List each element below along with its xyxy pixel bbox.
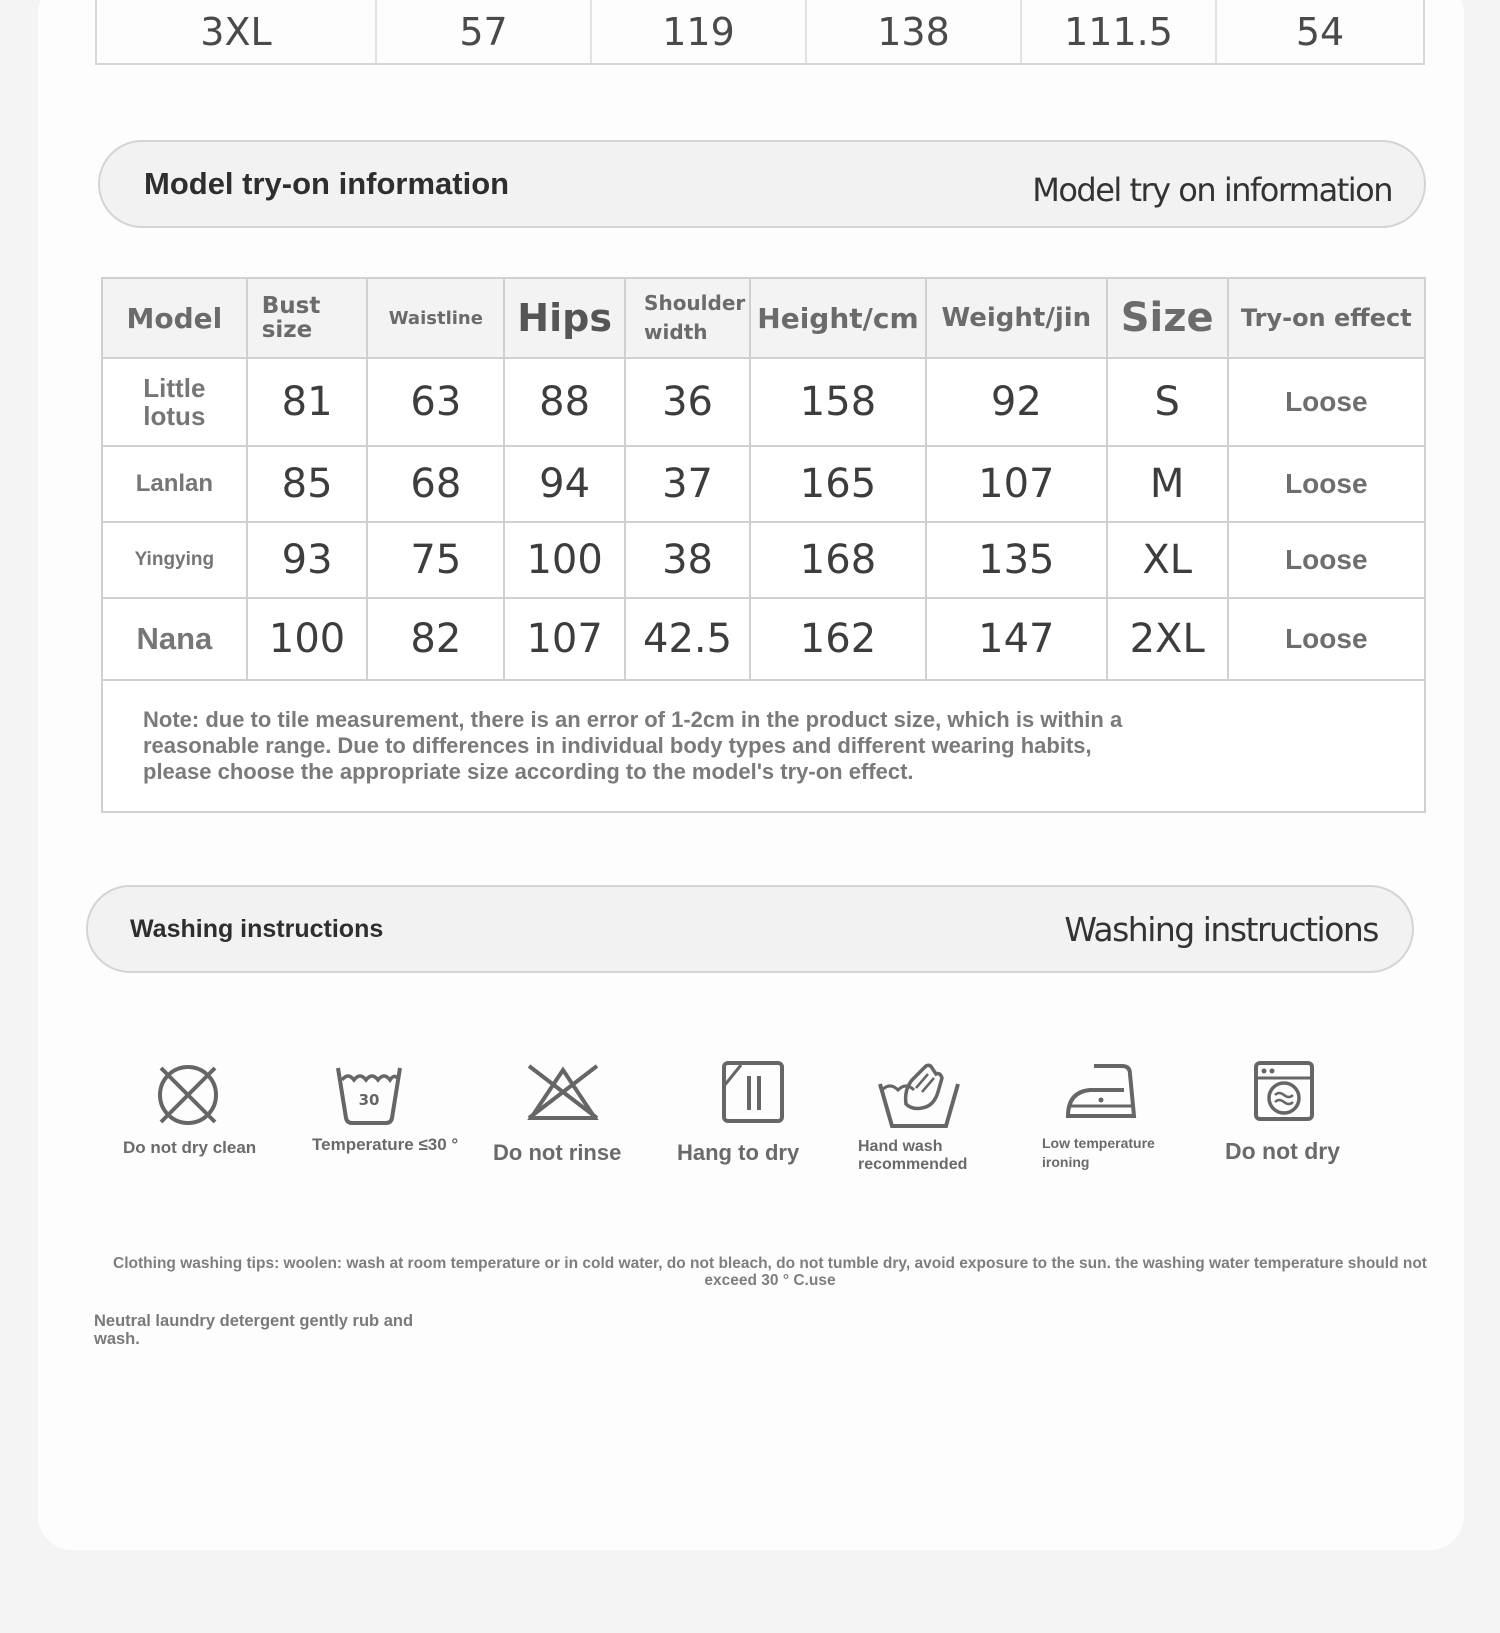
low-iron-icon [1064, 1060, 1140, 1122]
washing-tips-detergent: Neutral laundry detergent gently rub and wash. [94, 1312, 414, 1348]
table-cell: 37 [625, 446, 750, 522]
table-cell: 162 [750, 598, 926, 680]
care-label: Do not rinse [493, 1140, 622, 1165]
size-note-text: Note: due to tile measurement, there is an error of 1-2cm in the product size, which is within a reasonable range. Due to differences in individual body types and different wearing habits, please choose the appropriate size according to the model's try-on effect. [143, 707, 1123, 784]
table-cell: 88 [504, 358, 625, 446]
size-cell: 54 [1295, 9, 1345, 54]
model-name: Little lotus [102, 358, 247, 446]
no-rinse-icon [523, 1060, 603, 1124]
table-cell: XL [1107, 522, 1228, 598]
model-info-subtitle: Model try on information [1032, 171, 1392, 209]
note-row [102, 680, 1425, 812]
model-name: Lanlan [102, 446, 247, 522]
table-cell: 100 [247, 598, 368, 680]
table-cell: 158 [750, 358, 926, 446]
care-icons [115, 1060, 1415, 1190]
table-cell: 82 [367, 598, 504, 680]
table-row [102, 522, 1425, 598]
size-cell: 138 [807, 0, 1022, 63]
washing-banner [86, 885, 1414, 973]
washing-title: Washing instructions [130, 914, 384, 943]
table-cell: 94 [504, 446, 625, 522]
col-header: Model [102, 278, 247, 358]
try-on-effect: Loose [1228, 446, 1425, 522]
care-item [123, 1060, 273, 1157]
no-tumble-dry-icon [1253, 1060, 1315, 1122]
care-label: Do not dry [1225, 1138, 1340, 1164]
table-cell: 36 [625, 358, 750, 446]
table-cell: 168 [750, 522, 926, 598]
table-cell: 38 [625, 522, 750, 598]
size-cell: 119 [592, 0, 807, 63]
col-header: Height/cm [750, 278, 926, 358]
try-on-effect: Loose [1228, 598, 1425, 680]
table-cell: 85 [247, 446, 368, 522]
size-cell: 57 [377, 0, 592, 63]
wash-30-icon [334, 1060, 404, 1130]
table-cell: 147 [926, 598, 1107, 680]
model-table [101, 277, 1426, 813]
table-header-row [102, 278, 1425, 358]
wash-temp-badge: 30 [358, 1091, 380, 1109]
table-cell: 2XL [1107, 598, 1228, 680]
care-item [677, 1060, 827, 1166]
col-header: Try-on effect [1228, 278, 1425, 358]
table-cell: 135 [926, 522, 1107, 598]
washing-tips: Clothing washing tips: woolen: wash at room temperature or in cold water, do not bleach, do not tumble dry, avoid exposure to the sun. the washing water temperature should not exceed 30 ° C.use [113, 1255, 1427, 1289]
model-info-title: Model try-on information [144, 166, 510, 201]
hang-dry-icon [721, 1060, 785, 1124]
table-cell: 42.5 [625, 598, 750, 680]
care-item [493, 1060, 643, 1166]
table-cell: 107 [926, 446, 1107, 522]
model-name: Yingying [102, 522, 247, 598]
col-header: Bust size [247, 278, 368, 358]
size-cell: 3XL [97, 0, 377, 63]
size-cell: 111.5 [1022, 0, 1217, 63]
table-cell: 75 [367, 522, 504, 598]
care-item [858, 1060, 1008, 1174]
no-dry-clean-icon [153, 1060, 223, 1130]
care-label: Low temperature ironing [1042, 1135, 1155, 1170]
try-on-effect: Loose [1228, 358, 1425, 446]
care-label: Hang to dry [677, 1140, 800, 1165]
col-header: Shoulder width [625, 278, 750, 358]
model-info-banner [98, 140, 1426, 228]
col-header: Hips [504, 278, 625, 358]
hand-wash-icon [876, 1060, 962, 1130]
table-cell: 68 [367, 446, 504, 522]
try-on-effect: Loose [1228, 522, 1425, 598]
care-item [1225, 1060, 1385, 1165]
table-row [102, 598, 1425, 680]
size-row-3xl [95, 0, 1425, 65]
care-item [312, 1060, 462, 1153]
table-cell: 81 [247, 358, 368, 446]
table-cell: 165 [750, 446, 926, 522]
care-item [1042, 1060, 1192, 1172]
table-cell: 107 [504, 598, 625, 680]
col-header: Weight/jin [926, 278, 1107, 358]
table-cell: 92 [926, 358, 1107, 446]
table-row [102, 358, 1425, 446]
table-cell: M [1107, 446, 1228, 522]
washing-subtitle: Washing instructions [1064, 909, 1378, 949]
col-header: Waistline [367, 278, 504, 358]
care-label: Hand wash recommended [858, 1138, 968, 1173]
table-cell: 63 [367, 358, 504, 446]
table-cell: 100 [504, 522, 625, 598]
model-name: Nana [102, 598, 247, 680]
care-label: Temperature ≤30 ° [312, 1135, 459, 1154]
table-cell: 93 [247, 522, 368, 598]
size-note [102, 680, 1425, 812]
care-label: Do not dry clean [123, 1138, 257, 1157]
table-row [102, 446, 1425, 522]
col-header: Size [1107, 278, 1228, 358]
table-cell: S [1107, 358, 1228, 446]
